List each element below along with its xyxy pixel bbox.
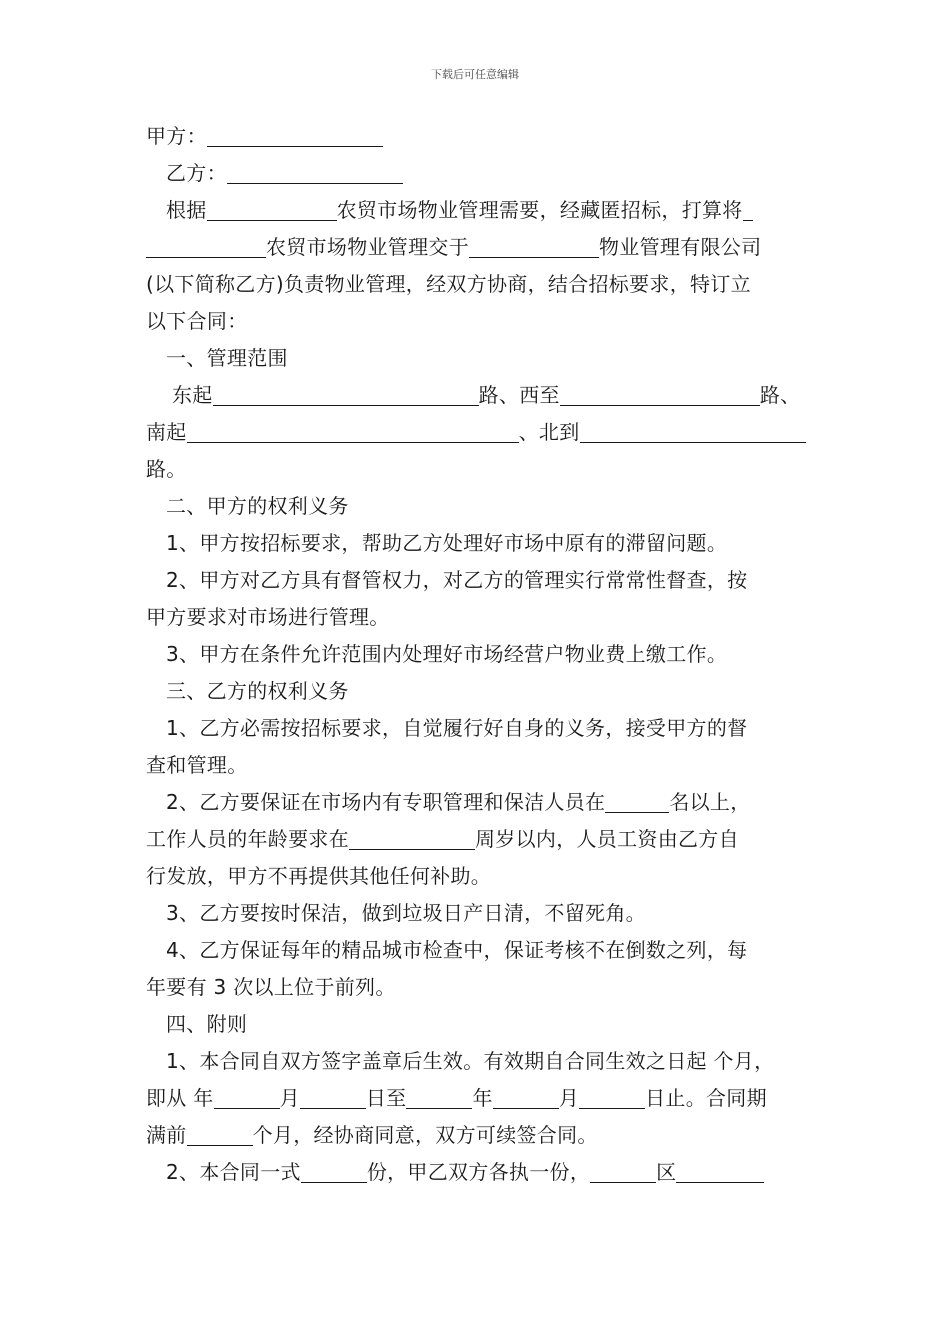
preamble-line-1: 根据 农贸市场物业管理需要，经藏匿招标，打算将 [146,192,812,229]
s3-item-2-line-3: 行发放，甲方不再提供其他任何补助。 [146,864,492,888]
contract-body [146,118,812,1191]
scope-line-1: 东起 路、西至 路、 [172,383,801,407]
s4-item-1-line-1: 1、本合同自双方签字盖章后生效。有效期自合同生效之日起 个月， [166,1049,775,1073]
header-note: 下载后可任意编辑 [431,68,519,81]
party-b-line: 乙方： [146,155,812,192]
s3-item-2-line-2: 工作人员的年龄要求在 周岁以内，人员工资由乙方自 [146,827,739,851]
s2-item-2-line-1: 2、甲方对乙方具有督管权力，对乙方的管理实行常常性督查，按 [166,568,748,592]
blank-field [300,1087,366,1109]
preamble-line-3: (以下简称乙方)负责物业管理，经双方协商，结合招标要求，特订立 [146,272,751,296]
blank-field [676,1161,764,1183]
section-3-title: 三、乙方的权利义务 [166,679,349,703]
s4-item-1-line-3: 满前 个月，经协商同意，双方可续签合同。 [146,1123,598,1147]
blank-field [605,791,669,813]
scope-line-2: 南起 、北到 [146,414,812,451]
blank-field [469,236,599,258]
blank-field [590,1161,656,1183]
blank-field [579,1087,645,1109]
blank-field [187,1124,253,1146]
blank-field [406,1087,472,1109]
blank-field [146,236,266,258]
s4-item-1-line-2: 即从 年 月 日至 年 月 日止。合同期 [146,1086,767,1110]
blank-field [213,384,479,406]
blank-field [743,199,753,221]
preamble-line-2: 农贸市场物业管理交于 物业管理有限公司 [146,229,812,266]
blank-field [301,1161,367,1183]
blank-field [214,1087,280,1109]
s2-item-3: 3、甲方在条件允许范围内处理好市场经营户物业费上缴工作。 [166,642,728,666]
preamble-line-4: 以下合同： [146,309,248,333]
blank-field [227,162,403,184]
blank-field [207,199,337,221]
blank-field [580,421,806,443]
scope-line-3: 路。 [146,457,187,481]
party-a-line: 甲方： [146,118,812,155]
blank-field [187,421,519,443]
s2-item-1: 1、甲方按招标要求，帮助乙方处理好市场中原有的滞留问题。 [166,531,728,555]
s3-item-4-line-2: 年要有 3 次以上位于前列。 [146,975,396,999]
s3-item-1-line-2: 查和管理。 [146,753,248,777]
section-1-title: 一、管理范围 [166,346,288,370]
s4-item-2: 2、本合同一式 份，甲乙双方各执一份， 区 [146,1154,812,1191]
blank-field [493,1087,559,1109]
s3-item-4-line-1: 4、乙方保证每年的精品城市检查中，保证考核不在倒数之列，每 [166,938,748,962]
section-2-title: 二、甲方的权利义务 [166,494,349,518]
s3-item-1-line-1: 1、乙方必需按招标要求，自觉履行好自身的义务，接受甲方的督 [166,716,748,740]
s3-item-3: 3、乙方要按时保洁，做到垃圾日产日清，不留死角。 [166,901,646,925]
s2-item-2-line-2: 甲方要求对市场进行管理。 [146,605,390,629]
s3-item-2-line-1: 2、乙方要保证在市场内有专职管理和保洁人员在 名以上， [166,790,751,814]
blank-field [560,384,760,406]
section-4-title: 四、附则 [166,1012,248,1036]
blank-field [349,828,475,850]
blank-field [207,125,383,147]
